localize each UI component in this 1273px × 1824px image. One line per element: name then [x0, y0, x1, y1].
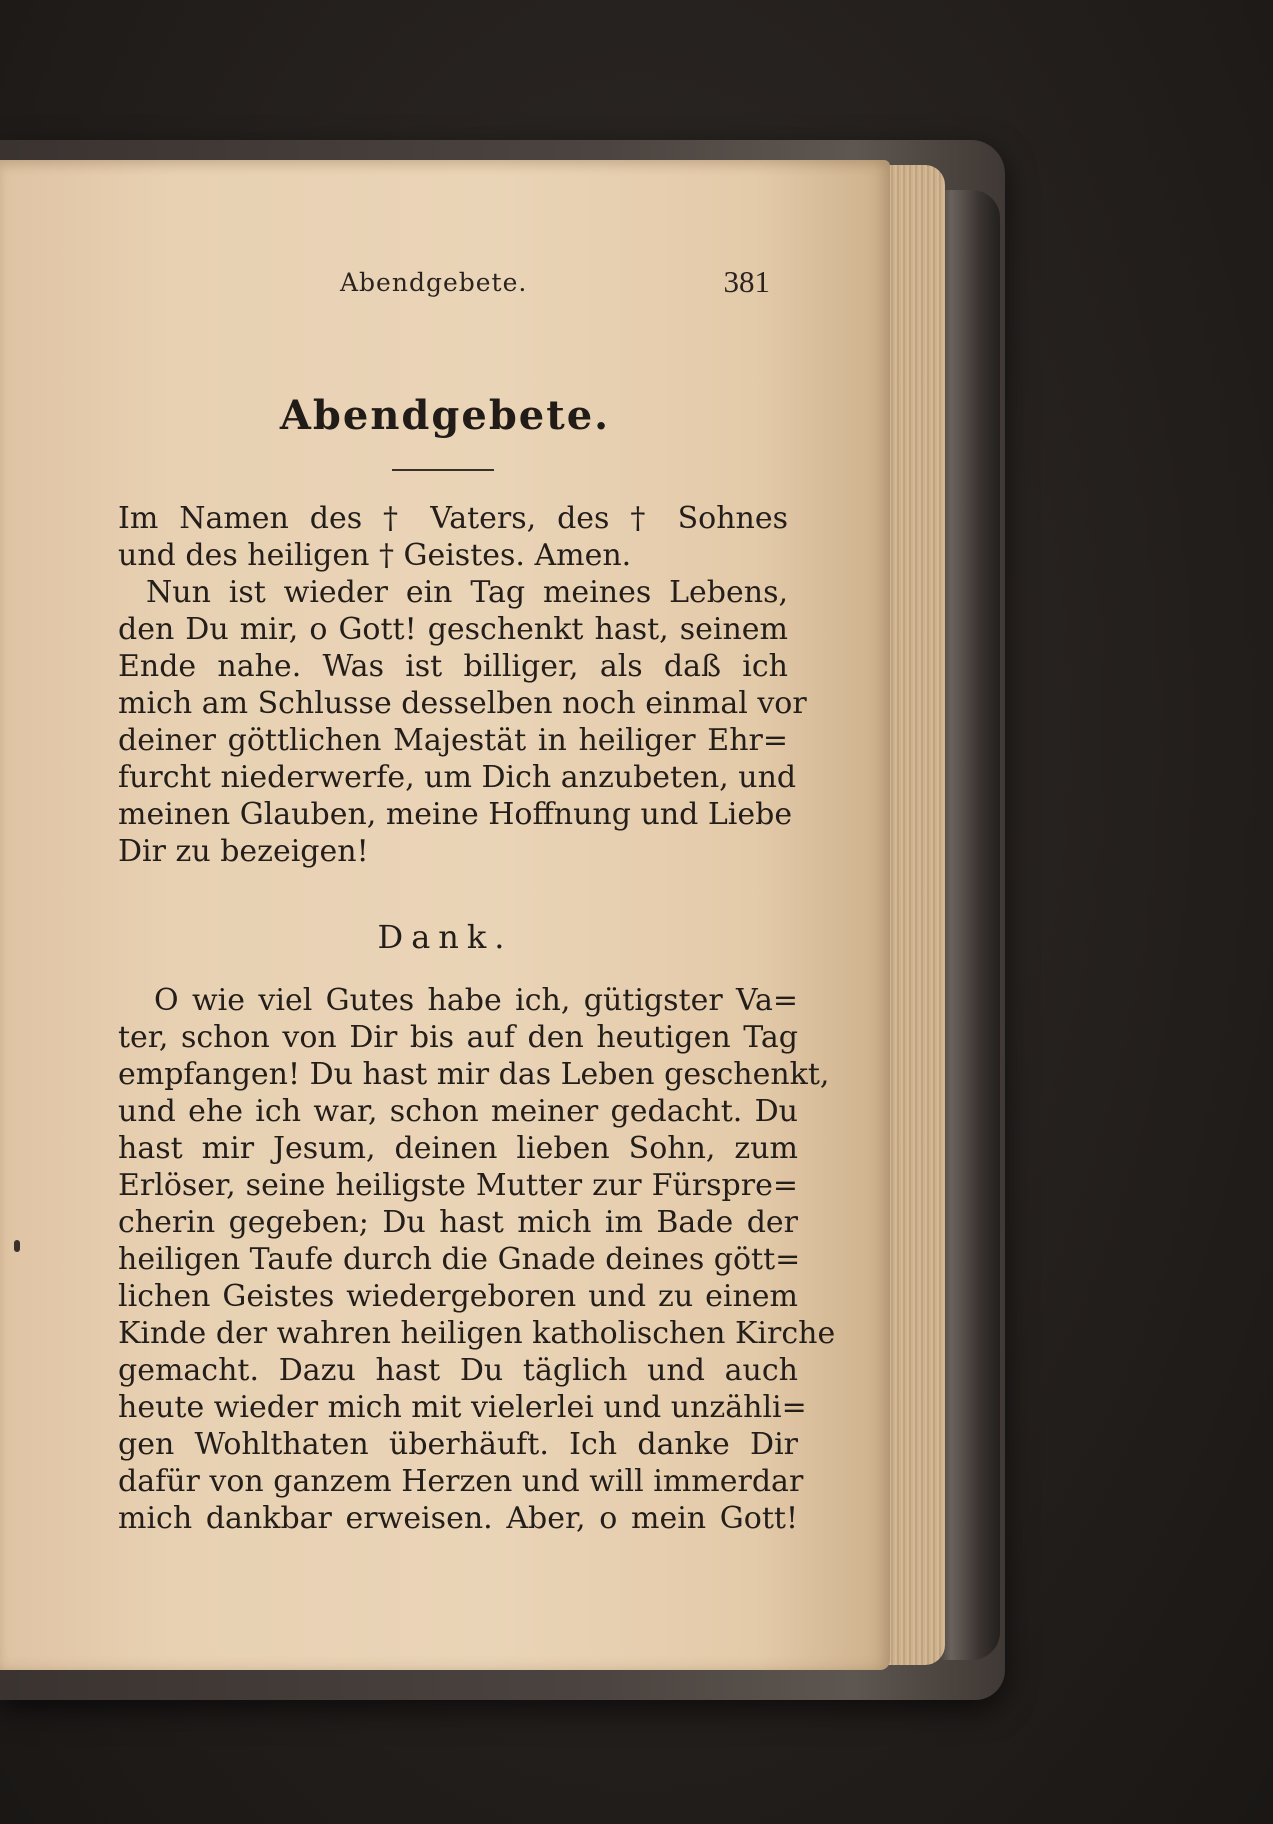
text-line: meinen Glauben, meine Hoffnung und Liebe: [118, 797, 793, 832]
intro-paragraph: [118, 500, 807, 870]
text-line: den Du mir, o Gott! geschenkt hast, seinem: [118, 612, 788, 647]
text-line: heute wieder mich mit vielerlei und unzähli=: [118, 1390, 807, 1425]
text-line: hast mir Jesum, deinen lieben Sohn, zum: [118, 1131, 798, 1166]
text-line: mich dankbar erweisen. Aber, o mein Gott!: [118, 1501, 798, 1536]
chapter-heading: Abendgebete.: [279, 392, 611, 439]
text-line: und des heiligen † Geistes. Amen.: [118, 538, 632, 573]
text-line: cherin gegeben; Du hast mich im Bade der: [118, 1205, 798, 1240]
page-blemish: [14, 1240, 20, 1252]
text-line: Kinde der wahren heiligen katholischen Kirche: [118, 1316, 836, 1351]
dank-paragraph: [118, 982, 836, 1537]
text-line: lichen Geistes wiedergeboren und zu einem: [118, 1279, 798, 1314]
text-line: und ehe ich war, schon meiner gedacht. Du: [118, 1094, 798, 1129]
heading-rule: [392, 469, 494, 471]
text-line: Dir zu bezeigen!: [118, 834, 369, 869]
text-line: Ende nahe. Was ist billiger, als daß ich: [118, 649, 788, 684]
section-heading: Dank.: [377, 918, 513, 956]
text-line: ter, schon von Dir bis auf den heutigen Tag: [118, 1020, 798, 1055]
running-header: [340, 264, 770, 308]
text-line: Nun ist wieder ein Tag meines Lebens,: [146, 575, 788, 610]
text-line: Im Namen des † Vaters, des † Sohnes: [118, 501, 788, 536]
text-line: gemacht. Dazu hast Du täglich und auch: [118, 1353, 798, 1388]
page-number: 381: [723, 264, 770, 299]
text-line: heiligen Taufe durch die Gnade deines gött=: [118, 1242, 801, 1277]
text-line: gen Wohlthaten überhäuft. Ich danke Dir: [118, 1427, 798, 1462]
text-line: empfangen! Du hast mir das Leben geschenkt,: [118, 1057, 830, 1092]
text-line: deiner göttlichen Majestät in heiliger Ehr=: [118, 723, 788, 758]
text-line: O wie viel Gutes habe ich, gütigster Va=: [154, 983, 798, 1018]
text-line: Erlöser, seine heiligste Mutter zur Fürspre=: [118, 1168, 798, 1203]
text-line: mich am Schlusse desselben noch einmal vor: [118, 686, 807, 721]
text-line: furcht niederwerfe, um Dich anzubeten, und: [118, 760, 797, 795]
text-line: dafür von ganzem Herzen und will immerdar: [118, 1464, 804, 1499]
running-title: Abendgebete.: [340, 268, 528, 297]
